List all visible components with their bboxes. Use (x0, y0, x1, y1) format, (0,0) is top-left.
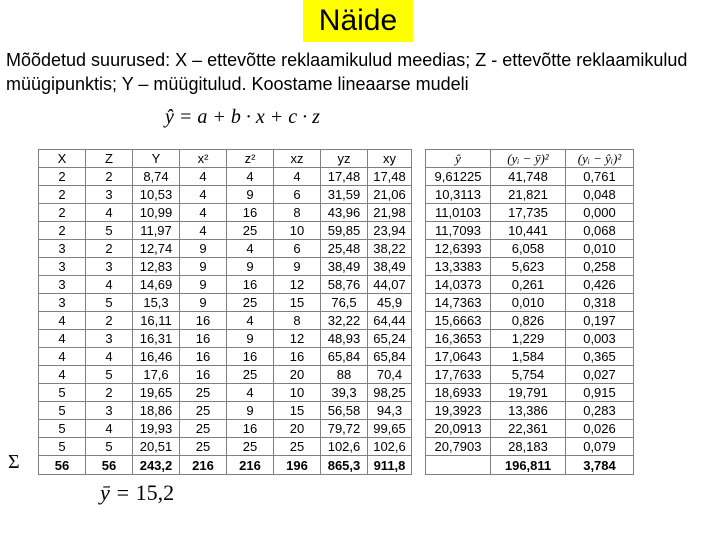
sum-cell (426, 456, 491, 475)
table-cell: 25 (227, 294, 274, 312)
table-cell: 22,361 (491, 420, 566, 438)
table-cell: 19,65 (133, 384, 180, 402)
table-cell: 0,318 (566, 294, 634, 312)
table-row (426, 402, 634, 420)
table-cell: 12 (274, 330, 321, 348)
table-cell: 15 (274, 294, 321, 312)
table-cell: 4 (227, 168, 274, 186)
table-cell: 10 (274, 222, 321, 240)
table-cell: 4 (39, 312, 86, 330)
table-cell: 41,748 (491, 168, 566, 186)
table-cell: 14,0373 (426, 276, 491, 294)
table-row (426, 330, 634, 348)
table-cell: 38,49 (321, 258, 368, 276)
table-cell: 16 (227, 204, 274, 222)
table-cell: 17,0643 (426, 348, 491, 366)
table-cell: 5 (39, 438, 86, 456)
table-cell: 4 (180, 204, 227, 222)
table-cell: 0,048 (566, 186, 634, 204)
table-cell: 3 (86, 330, 133, 348)
table-cell: 0,079 (566, 438, 634, 456)
table-cell: 25,48 (321, 240, 368, 258)
table-cell: 5,754 (491, 366, 566, 384)
table-row (426, 420, 634, 438)
table-cell: 8 (274, 204, 321, 222)
table-cell: 17,735 (491, 204, 566, 222)
table-cell: 16,3653 (426, 330, 491, 348)
table-header-row (426, 150, 634, 168)
table-cell: 12,83 (133, 258, 180, 276)
table-cell: 11,97 (133, 222, 180, 240)
table-cell: 79,72 (321, 420, 368, 438)
table-cell: 15,6663 (426, 312, 491, 330)
table-cell: 18,6933 (426, 384, 491, 402)
slide-title: Näide (303, 0, 413, 42)
table-cell: 0,283 (566, 402, 634, 420)
table-cell: 44,07 (368, 276, 412, 294)
table-row (426, 240, 634, 258)
table-cell: 4 (180, 168, 227, 186)
table-cell: 65,84 (368, 348, 412, 366)
table-cell: 76,5 (321, 294, 368, 312)
table-row (39, 402, 412, 420)
table-cell: 2 (86, 384, 133, 402)
table-cell: 43,96 (321, 204, 368, 222)
table-cell: 4 (86, 204, 133, 222)
table-header-row (39, 150, 412, 168)
table-row (426, 294, 634, 312)
table-cell: 0,426 (566, 276, 634, 294)
table-cell: 38,49 (368, 258, 412, 276)
table-cell: 9 (227, 258, 274, 276)
table-cell: 10 (274, 384, 321, 402)
table-cell: 65,24 (368, 330, 412, 348)
table-cell: 10,3113 (426, 186, 491, 204)
mean-value: 15,2 (135, 480, 175, 505)
table-cell: 2 (86, 168, 133, 186)
table-row (426, 348, 634, 366)
table-cell: 65,84 (321, 348, 368, 366)
table-cell: 13,3383 (426, 258, 491, 276)
table-row (426, 384, 634, 402)
table-cell: 16 (180, 312, 227, 330)
model-formula: ŷ = a + b · x + c · z (165, 106, 320, 128)
table-cell: 18,86 (133, 402, 180, 420)
data-table-main (38, 149, 412, 475)
sum-cell: 216 (180, 456, 227, 475)
table-cell: 10,53 (133, 186, 180, 204)
table-cell: 4 (86, 348, 133, 366)
table-cell: 16 (227, 348, 274, 366)
table-cell: 32,22 (321, 312, 368, 330)
table-cell: 4 (180, 186, 227, 204)
table-cell: 19,93 (133, 420, 180, 438)
table-cell: 1,584 (491, 348, 566, 366)
table-cell: 23,94 (368, 222, 412, 240)
table-cell: 5 (39, 384, 86, 402)
table-cell: 2 (39, 222, 86, 240)
table-row (39, 312, 412, 330)
table-cell: 9 (227, 186, 274, 204)
table-row (39, 384, 412, 402)
table-cell: 16,11 (133, 312, 180, 330)
table-row (39, 258, 412, 276)
table-cell: 16,31 (133, 330, 180, 348)
table-cell: 102,6 (321, 438, 368, 456)
table-cell: 3 (86, 186, 133, 204)
table-cell: 16 (274, 348, 321, 366)
table-cell: 6,058 (491, 240, 566, 258)
table-row (426, 258, 634, 276)
table-cell: 2 (86, 240, 133, 258)
table-cell: 14,69 (133, 276, 180, 294)
table-row (426, 204, 634, 222)
col-header-sq-dev-mean: (yᵢ − ȳ)² (491, 150, 566, 168)
table-cell: 0,365 (566, 348, 634, 366)
col-header-x: X (39, 150, 86, 168)
table-row (426, 366, 634, 384)
mean-formula (100, 480, 174, 506)
table-cell: 0,826 (491, 312, 566, 330)
table-cell: 9 (180, 294, 227, 312)
table-cell: 25 (274, 438, 321, 456)
table-cell: 12,74 (133, 240, 180, 258)
table-cell: 15,3 (133, 294, 180, 312)
table-cell: 31,59 (321, 186, 368, 204)
sum-cell: 196,811 (491, 456, 566, 475)
col-header-xz: xz (274, 150, 321, 168)
table-cell: 0,003 (566, 330, 634, 348)
table-cell: 9 (227, 402, 274, 420)
table-cell: 5 (39, 420, 86, 438)
table-row (426, 276, 634, 294)
table-cell: 4 (86, 276, 133, 294)
table-cell: 19,791 (491, 384, 566, 402)
sum-cell: 216 (227, 456, 274, 475)
table-row (39, 348, 412, 366)
table-cell: 9 (180, 276, 227, 294)
col-header-yhat: ŷ (426, 150, 491, 168)
table-row (39, 330, 412, 348)
table-cell: 4 (39, 348, 86, 366)
table-cell: 20 (274, 420, 321, 438)
col-header-yz: yz (321, 150, 368, 168)
table-row (39, 186, 412, 204)
table-cell: 3 (39, 240, 86, 258)
table-row (39, 168, 412, 186)
table-cell: 25 (227, 366, 274, 384)
table-cell: 16 (180, 366, 227, 384)
title-bar (0, 0, 720, 42)
table-cell: 3 (39, 258, 86, 276)
table-cell: 25 (180, 438, 227, 456)
table-cell: 9 (180, 240, 227, 258)
table-cell: 0,000 (566, 204, 634, 222)
mean-formula-lhs: ȳ = (100, 480, 136, 505)
table-cell: 10,441 (491, 222, 566, 240)
table-row (39, 204, 412, 222)
table-cell: 16 (227, 276, 274, 294)
table-cell: 8 (274, 312, 321, 330)
table-row (39, 240, 412, 258)
table-row (426, 438, 634, 456)
table-cell: 16,46 (133, 348, 180, 366)
table-cell: 45,9 (368, 294, 412, 312)
table-cell: 3 (86, 402, 133, 420)
table-cell: 14,7363 (426, 294, 491, 312)
table-cell: 21,98 (368, 204, 412, 222)
table-cell: 4 (86, 420, 133, 438)
table-cell: 0,258 (566, 258, 634, 276)
table-cell: 5 (86, 294, 133, 312)
table-cell: 9 (274, 258, 321, 276)
table-cell: 20 (274, 366, 321, 384)
table-cell: 19,3923 (426, 402, 491, 420)
table-cell: 17,6 (133, 366, 180, 384)
table-cell: 25 (180, 420, 227, 438)
table-cell: 11,7093 (426, 222, 491, 240)
sum-cell: 243,2 (133, 456, 180, 475)
table-cell: 20,0913 (426, 420, 491, 438)
table-cell: 4 (39, 330, 86, 348)
sum-row (426, 456, 634, 475)
sum-cell: 56 (86, 456, 133, 475)
table-cell: 16 (180, 348, 227, 366)
table-cell: 0,068 (566, 222, 634, 240)
col-header-y: Y (133, 150, 180, 168)
table-cell: 2 (39, 204, 86, 222)
sum-symbol: Σ (8, 451, 20, 473)
table-cell: 59,85 (321, 222, 368, 240)
table-cell: 21,821 (491, 186, 566, 204)
table-cell: 2 (39, 186, 86, 204)
table-cell: 16 (180, 330, 227, 348)
table-cell: 11,0103 (426, 204, 491, 222)
table-cell: 5 (39, 402, 86, 420)
table-row (39, 276, 412, 294)
table-cell: 64,44 (368, 312, 412, 330)
table-cell: 3 (39, 276, 86, 294)
table-cell: 4 (39, 366, 86, 384)
table-cell: 9 (180, 258, 227, 276)
table-cell: 9,61225 (426, 168, 491, 186)
table-row (426, 222, 634, 240)
table-cell: 5,623 (491, 258, 566, 276)
table-cell: 25 (227, 438, 274, 456)
table-cell: 25 (180, 384, 227, 402)
table-cell: 38,22 (368, 240, 412, 258)
table-cell: 0,010 (566, 240, 634, 258)
table-cell: 5 (86, 438, 133, 456)
table-cell: 48,93 (321, 330, 368, 348)
table-cell: 0,010 (491, 294, 566, 312)
table-cell: 28,183 (491, 438, 566, 456)
table-cell: 4 (227, 384, 274, 402)
table-cell: 0,915 (566, 384, 634, 402)
table-cell: 20,51 (133, 438, 180, 456)
table-cell: 4 (227, 240, 274, 258)
table-cell: 4 (274, 168, 321, 186)
col-header-z: Z (86, 150, 133, 168)
sum-cell: 911,8 (368, 456, 412, 475)
table-row (39, 294, 412, 312)
table-row (39, 420, 412, 438)
table-cell: 2 (86, 312, 133, 330)
table-cell: 58,76 (321, 276, 368, 294)
table-cell: 17,7633 (426, 366, 491, 384)
table-cell: 12 (274, 276, 321, 294)
table-cell: 10,99 (133, 204, 180, 222)
table-row (426, 186, 634, 204)
col-header-z2: z² (227, 150, 274, 168)
table-cell: 25 (227, 222, 274, 240)
table-cell: 16 (227, 420, 274, 438)
table-cell: 13,386 (491, 402, 566, 420)
table-cell: 9 (227, 330, 274, 348)
table-cell: 5 (86, 222, 133, 240)
table-cell: 56,58 (321, 402, 368, 420)
sum-cell: 3,784 (566, 456, 634, 475)
sum-cell: 56 (39, 456, 86, 475)
table-cell: 6 (274, 186, 321, 204)
table-cell: 1,229 (491, 330, 566, 348)
col-header-sq-residual: (yᵢ − ŷᵢ)² (566, 150, 634, 168)
table-cell: 15 (274, 402, 321, 420)
table-cell: 0,027 (566, 366, 634, 384)
description-text: Mõõdetud suurused: X – ettevõtte reklaamikulud meedias; Z - ettevõtte reklaamikulud müügipunktis; Y – müügitulud. Koostame lineaarse mudeli (6, 50, 688, 94)
table-row (426, 168, 634, 186)
table-row (39, 222, 412, 240)
sum-cell: 865,3 (321, 456, 368, 475)
table-cell: 98,25 (368, 384, 412, 402)
table-cell: 25 (180, 402, 227, 420)
table-cell: 94,3 (368, 402, 412, 420)
table-cell: 0,026 (566, 420, 634, 438)
table-cell: 20,7903 (426, 438, 491, 456)
sum-row (39, 456, 412, 475)
table-row (39, 438, 412, 456)
table-cell: 4 (227, 312, 274, 330)
table-cell: 39,3 (321, 384, 368, 402)
table-cell: 5 (86, 366, 133, 384)
table-cell: 3 (39, 294, 86, 312)
table-cell: 17,48 (321, 168, 368, 186)
table-cell: 99,65 (368, 420, 412, 438)
col-header-x2: x² (180, 150, 227, 168)
table-cell: 0,761 (566, 168, 634, 186)
table-row (426, 312, 634, 330)
data-table-fitted (425, 149, 634, 475)
table-cell: 21,06 (368, 186, 412, 204)
col-header-xy: xy (368, 150, 412, 168)
table-cell: 4 (180, 222, 227, 240)
table-cell: 88 (321, 366, 368, 384)
table-cell: 0,197 (566, 312, 634, 330)
table-row (39, 366, 412, 384)
table-cell: 17,48 (368, 168, 412, 186)
table-cell: 3 (86, 258, 133, 276)
table-cell: 8,74 (133, 168, 180, 186)
table-cell: 12,6393 (426, 240, 491, 258)
table-cell: 102,6 (368, 438, 412, 456)
table-cell: 2 (39, 168, 86, 186)
sum-cell: 196 (274, 456, 321, 475)
table-cell: 6 (274, 240, 321, 258)
table-cell: 0,261 (491, 276, 566, 294)
table-cell: 70,4 (368, 366, 412, 384)
